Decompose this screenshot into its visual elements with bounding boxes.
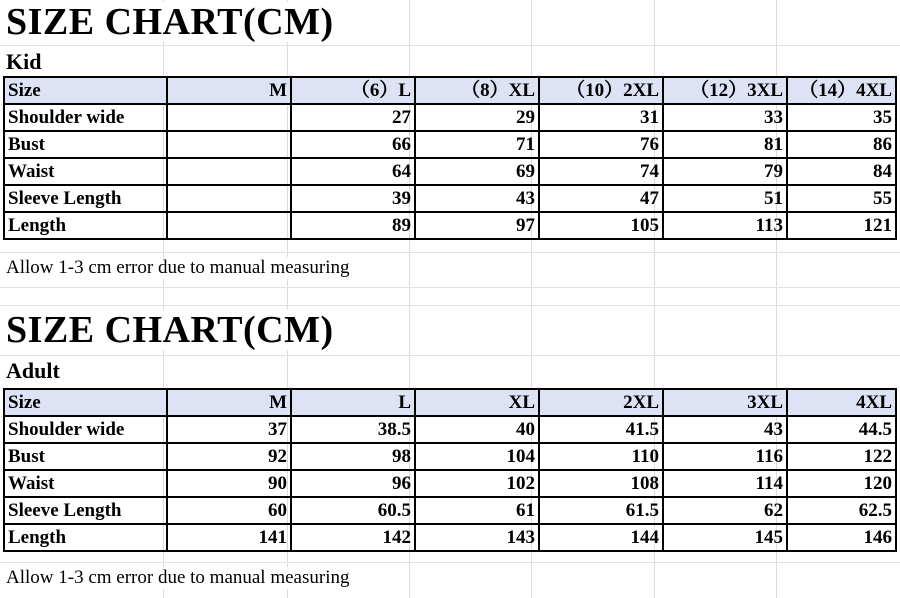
adult-size-chart-title: SIZE CHART(CM) (6, 310, 338, 350)
table-cell: 97 (415, 212, 539, 239)
table-cell: 33 (663, 104, 787, 131)
table-cell: 66 (291, 131, 415, 158)
table-cell: 110 (539, 443, 663, 470)
table-cell: 39 (291, 185, 415, 212)
table-cell: 71 (415, 131, 539, 158)
table-cell (167, 212, 291, 239)
table-cell: 141 (167, 524, 291, 551)
table-row (4, 470, 896, 497)
table-row (4, 443, 896, 470)
kid-size-chart-title: SIZE CHART(CM) (6, 2, 338, 42)
adult-header-row (4, 389, 896, 416)
table-cell: 142 (291, 524, 415, 551)
measurement-label: Length (4, 212, 167, 239)
measurement-label: Waist (4, 470, 167, 497)
table-cell: 92 (167, 443, 291, 470)
table-cell (167, 158, 291, 185)
measurement-label: Bust (4, 443, 167, 470)
table-row (4, 497, 896, 524)
size-column-header: （10）2XL (539, 77, 663, 104)
table-cell: 102 (415, 470, 539, 497)
table-cell: 43 (415, 185, 539, 212)
table-cell: 105 (539, 212, 663, 239)
size-column-header: 3XL (663, 389, 787, 416)
table-cell: 43 (663, 416, 787, 443)
measurement-label: Shoulder wide (4, 416, 167, 443)
table-cell: 84 (787, 158, 896, 185)
table-cell: 81 (663, 131, 787, 158)
kid-subtitle: Kid (6, 50, 45, 74)
measurement-label: Bust (4, 131, 167, 158)
table-row (4, 185, 896, 212)
size-header: Size (4, 389, 167, 416)
table-cell: 61 (415, 497, 539, 524)
table-cell (167, 185, 291, 212)
table-cell: 146 (787, 524, 896, 551)
table-cell: 86 (787, 131, 896, 158)
kid-header-row (4, 77, 896, 104)
measurement-label: Sleeve Length (4, 497, 167, 524)
table-row (4, 416, 896, 443)
adult-size-table (3, 388, 897, 552)
table-row (4, 131, 896, 158)
table-cell: 108 (539, 470, 663, 497)
size-column-header: M (167, 389, 291, 416)
table-cell: 27 (291, 104, 415, 131)
table-cell: 38.5 (291, 416, 415, 443)
table-cell: 116 (663, 443, 787, 470)
table-cell: 60.5 (291, 497, 415, 524)
table-cell: 44.5 (787, 416, 896, 443)
table-cell: 61.5 (539, 497, 663, 524)
table-cell: 114 (663, 470, 787, 497)
size-column-header: （6）L (291, 77, 415, 104)
table-cell: 74 (539, 158, 663, 185)
size-header: Size (4, 77, 167, 104)
measurement-label: Length (4, 524, 167, 551)
measurement-label: Sleeve Length (4, 185, 167, 212)
table-cell: 37 (167, 416, 291, 443)
table-cell: 62.5 (787, 497, 896, 524)
table-cell: 122 (787, 443, 896, 470)
table-cell: 90 (167, 470, 291, 497)
table-cell: 41.5 (539, 416, 663, 443)
table-cell: 31 (539, 104, 663, 131)
size-column-header: L (291, 389, 415, 416)
table-cell: 144 (539, 524, 663, 551)
table-cell: 76 (539, 131, 663, 158)
adult-subtitle: Adult (6, 359, 64, 383)
table-cell: 121 (787, 212, 896, 239)
measurement-label: Waist (4, 158, 167, 185)
measurement-label: Shoulder wide (4, 104, 167, 131)
table-cell: 96 (291, 470, 415, 497)
size-column-header: XL (415, 389, 539, 416)
kid-size-table (3, 76, 897, 240)
table-cell: 29 (415, 104, 539, 131)
table-cell (167, 131, 291, 158)
size-column-header: （12）3XL (663, 77, 787, 104)
table-cell: 60 (167, 497, 291, 524)
table-cell: 55 (787, 185, 896, 212)
table-row (4, 212, 896, 239)
table-cell: 47 (539, 185, 663, 212)
table-cell: 79 (663, 158, 787, 185)
table-cell: 120 (787, 470, 896, 497)
table-cell: 143 (415, 524, 539, 551)
size-column-header: 4XL (787, 389, 896, 416)
table-cell: 145 (663, 524, 787, 551)
table-cell: 69 (415, 158, 539, 185)
table-row (4, 104, 896, 131)
table-cell: 51 (663, 185, 787, 212)
table-cell: 98 (291, 443, 415, 470)
size-column-header: 2XL (539, 389, 663, 416)
table-cell: 104 (415, 443, 539, 470)
adult-measurement-note: Allow 1-3 cm error due to manual measuring (6, 567, 353, 589)
table-cell: 35 (787, 104, 896, 131)
table-row (4, 524, 896, 551)
table-cell: 40 (415, 416, 539, 443)
size-column-header: M (167, 77, 291, 104)
size-column-header: （14）4XL (787, 77, 896, 104)
table-cell: 113 (663, 212, 787, 239)
size-column-header: （8）XL (415, 77, 539, 104)
table-cell: 64 (291, 158, 415, 185)
table-cell: 89 (291, 212, 415, 239)
table-cell: 62 (663, 497, 787, 524)
table-cell (167, 104, 291, 131)
kid-measurement-note: Allow 1-3 cm error due to manual measuring (6, 257, 353, 279)
table-row (4, 158, 896, 185)
